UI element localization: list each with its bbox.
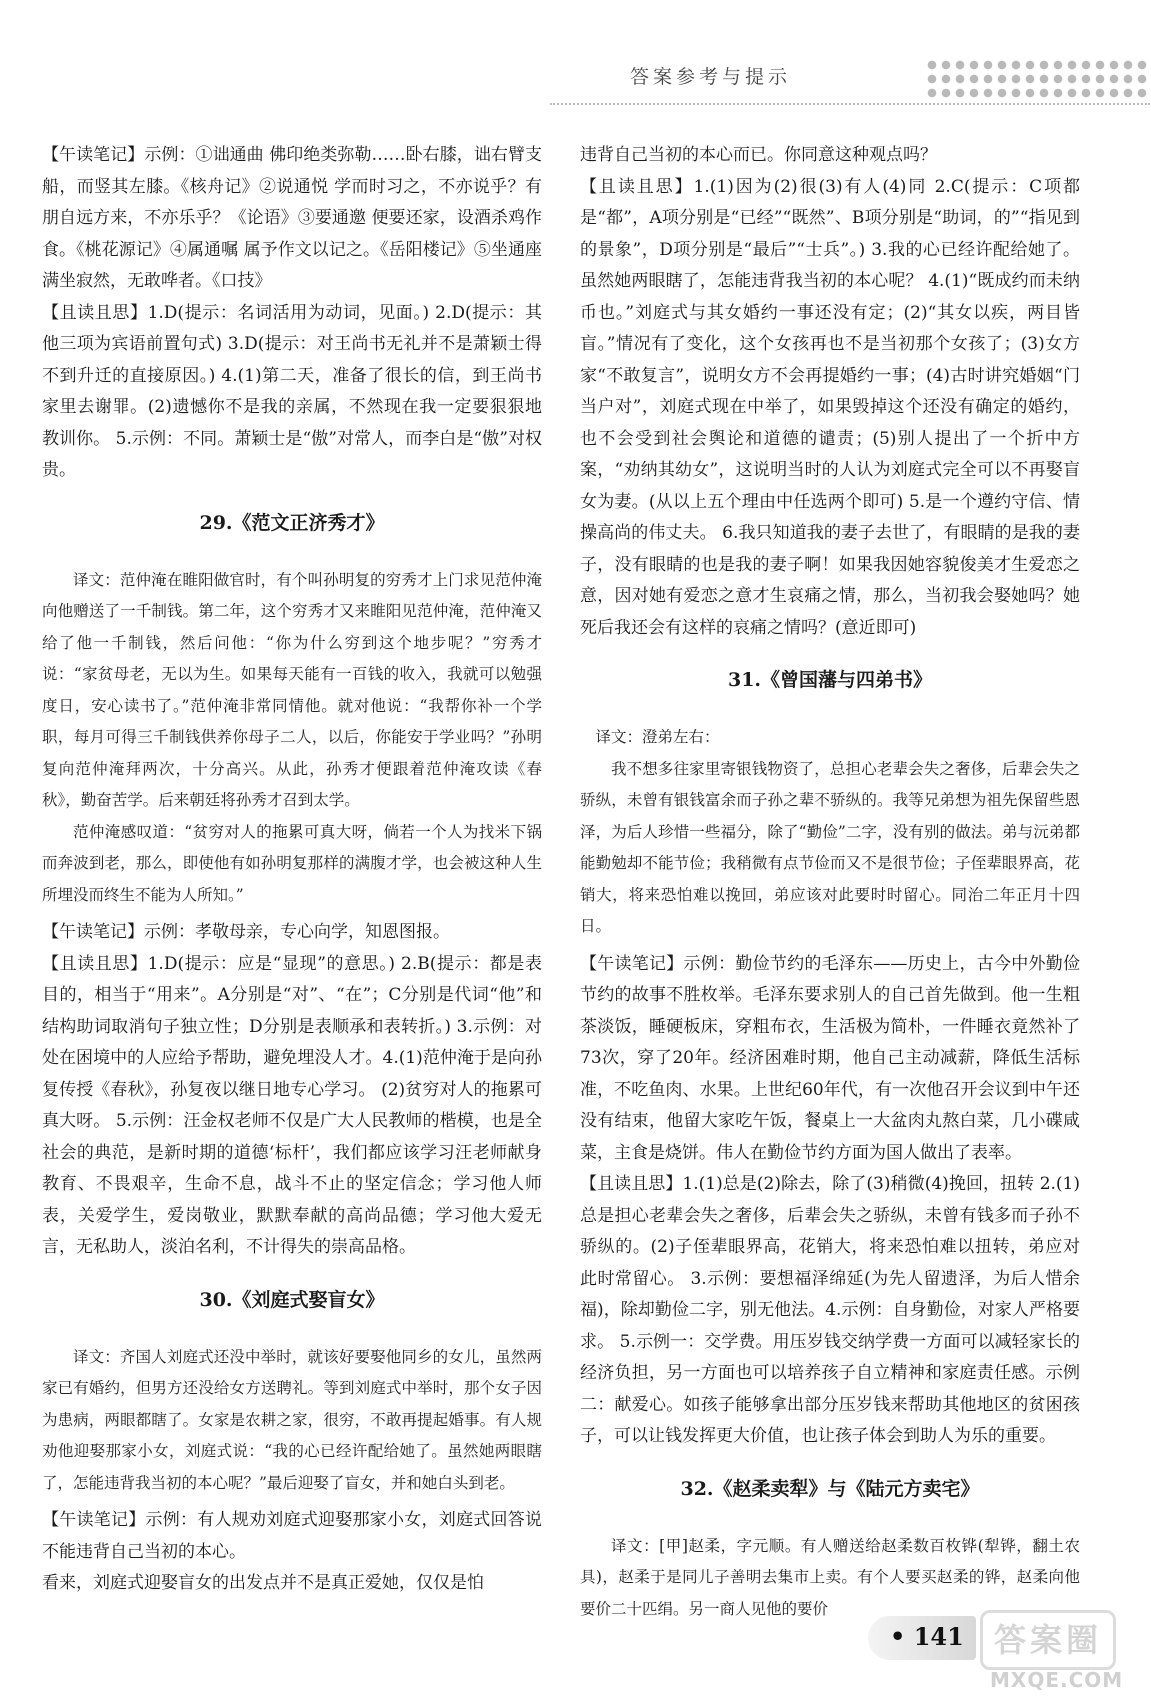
header-divider xyxy=(550,103,1150,105)
header-title: 答案参考与提示 xyxy=(630,66,792,88)
translation-32: 译文：[甲]赵柔，字元顺。有人赠送给赵柔数百枚铧(犁铧，翻土农具)，赵柔于是同儿子善明去集市上卖。有个人要买赵柔的铧，赵柔向他要价二十匹绢。另一商人见他的要价 xyxy=(580,1536,1080,1618)
translation-29-cont: 范仲淹感叹道：“贫穷对人的拖累可真大呀，倘若一个人为找米下锅而奔波到老，那么，即使他有如孙明复那样的满腹才学，也会被这种人生所埋没而终生不能为人所知。” xyxy=(42,822,542,904)
question-30-cont: 违背自己当初的本心而已。你同意这种观点吗？ xyxy=(580,145,937,165)
page-number: • 141 xyxy=(890,1622,964,1651)
page-header xyxy=(0,0,1151,110)
left-column xyxy=(42,140,542,1600)
watermark-url: MXQE.COM xyxy=(990,1668,1124,1692)
right-column xyxy=(580,140,1080,1625)
translation-29: 译文：范仲淹在睢阳做官时，有个叫孙明复的穷秀才上门求见范仲淹向他赠送了一千制钱。第二年，这个穷秀才又来睢阳见范仲淹，范仲淹又给了他一千制钱，然后问他：“你为什么穷到这个地步呢？”穷秀才说：“家贫母老，无以为生。如果每天能有一百钱的收入，我就可以勉强度日，安心读书了。”范仲淹非常同情他。就对他说：“我帮你补一个学职，每月可得三千制钱供养你母子二人，以后，你能安于学业吗？”孙明复向范仲淹拜两次，十分高兴。从此，孙秀才便跟着范仲淹攻读《春秋》，勤奋苦学。后来朝廷将孙秀才召到太学。 xyxy=(42,570,542,809)
watermark-logo: 答案圈 xyxy=(980,1610,1116,1670)
section-heading-32: 32.《赵柔卖犁》与《陆元方卖宅》 xyxy=(680,1477,980,1500)
section-heading-31: 31.《曾国藩与四弟书》 xyxy=(727,669,933,691)
translation-30: 译文：齐国人刘庭式还没中举时，就该好要娶他同乡的女儿，虽然两家已有婚约，但男方还没给女方送聘礼。等到刘庭式中举时，那个女子因为患病，两眼都瞎了。女家是农耕之家，很穷，不敢再提起婚事。有人规劝他迎娶那家小女，刘庭式说：“我的心已经许配给她了。虽然她两眼瞎了，怎能违背我当初的本心呢？”最后迎娶了盲女，并和她白头到老。 xyxy=(42,1347,542,1492)
noon-reading-notes: 【午读笔记】示例：①诎通曲 佛印绝类弥勒……卧右膝，诎右臂支船，而竖其左膝。《核舟记》②说通悦 学而时习之，不亦说乎？有朋自远方来，不亦乐乎？《论语》③要通邀 便要还家，设酒杀鸡作食。《桃花源记》④属通嘱 属予作文以记之。《岳阳楼记》⑤坐通座 满坐寂然，无敢哗者。《口技》 xyxy=(42,145,542,291)
read-and-think-30: 【且读且思】1.(1)因为(2)很(3)有人(4)同 2.C(提示：C项都是“都”，A项分别是“已经”“既然”、B项分别是“助词，的”“指见到的景象”，D项分别是“最后”“士兵”。) 3.我的心已经许配给她了。虽然她两眼瞎了，怎能违背我当初的本心呢？ 4.(1)“既成约而未纳币也。”刘庭式与其女婚约一事还没有定；(2)“其女以疾，两目皆盲。”情况有了变化，这个女孩再也不是当初那个女孩了；(3)女方家“不敢复言”，说明女方不会再提婚约一事；(4)古时讲究婚姻“门当户对”，刘庭式现在中举了，如果毁掉这个还没有确定的婚约，也不会受到社会舆论和道德的谴责；(5)别人提出了一个折中方案，“劝纳其幼女”，这说明当时的人认为刘庭式完全可以不再娶盲女为妻。(从以上五个理由中任选两个即可) 5.是一个遵约守信、情操高尚的伟丈夫。 6.我只知道我的妻子去世了，有眼睛的是我的妻子，没有眼睛的也是我的妻子啊！如果我因她容貌俊美才生爱恋之意，因对她有爱恋之意才生哀痛之情，那么，当初我会娶她吗？她死后我还会有这样的哀痛之情吗？(意近即可) xyxy=(580,176,1080,638)
section-heading-30: 30.《刘庭式娶盲女》 xyxy=(199,1288,385,1311)
translation-31: 我不想多往家里寄银钱物资了，总担心老辈会失之奢侈，后辈会失之骄纵，未曾有银钱富余而子孙之辈不骄纵的。我等兄弟想为祖先保留些恩泽，为后人珍惜一些福分，除了“勤俭”二字，没有别的做法。弟与沅弟都能勤勉却不能节俭；我稍微有点节俭而又不是很节俭；子侄辈眼界高，花销大，将来恐怕难以挽回，弟应该对此要时时留心。同治二年正月十四日。 xyxy=(580,759,1080,935)
read-and-think: 【且读且思】1.D(提示：名词活用为动词，见面。) 2.D(提示：其他三项为宾语前置句式) 3.D(提示：对王尚书无礼并不是萧颖士得不到升迁的直接原因。) 4.(1)第二天，准备了很长的信，到王尚书家里去谢罪。(2)遗憾你不是我的亲属，不然现在我一定要狠狠地教训你。 5.示例：不同。萧颖士是“傲”对常人，而李白是“傲”对权贵。 xyxy=(42,302,542,480)
read-and-think-31: 【且读且思】1.(1)总是(2)除去，除了(3)稍微(4)挽回，扭转 2.(1)总是担心老辈会失之奢侈，后辈会失之骄纵，未曾有钱多而子孙不骄纵的。(2)子侄辈眼界高，花销大，将来恐怕难以扭转，弟应对此时常留心。 3.示例：要想福泽绵延(为先人留遗泽，为后人惜余福)，除却勤俭二字，别无他法。4.示例：自身勤俭，对家人严格要求。 5.示例一：交学费。用压岁钱交纳学费一方面可以减轻家长的经济负担，另一方面也可以培养孩子自立精神和家庭责任感。示例二：献爱心。如孩子能够拿出部分压岁钱来帮助其他地区的贫困孩子，可以让钱发挥更大价值，也让孩子体会到助人为乐的重要。 xyxy=(580,1174,1080,1446)
section-heading-29: 29.《范文正济秀才》 xyxy=(199,511,385,534)
noon-reading-notes-31: 【午读笔记】示例：勤俭节约的毛泽东——历史上，古今中外勤俭节约的故事不胜枚举。毛泽东要求别人的自己首先做到。他一生粗茶淡饭，睡硬板床，穿粗布衣，生活极为简朴，一件睡衣竟然补了73次，穿了20年。经济困难时期，他自己主动减薪，降低生活标准，不吃鱼肉、水果。上世纪60年代，有一次他召开会议到中午还没有结束，他留大家吃午饭，餐桌上一大盆肉丸熬白菜，几小碟咸菜，主食是烧饼。伟人在勤俭节约方面为国人做出了表率。 xyxy=(580,953,1080,1163)
noon-reading-notes-29: 【午读笔记】示例：孝敬母亲，专心向学，知恩图报。 xyxy=(42,922,450,942)
translation-31-greeting: 译文：澄弟左右： xyxy=(595,728,720,746)
read-and-think-29: 【且读且思】1.D(提示：应是“显现”的意思。) 2.B(提示：都是表目的，相当于“用来”。A分别是“对”、“在”；C分别是代词“他”和结构助词取消句子独立性；D分别是表顺承和表转折。) 3.示例：对处在困境中的人应给予帮助，避免埋没人才。4.(1)范仲淹于是向孙复传授《春秋》，孙复夜以继日地专心学习。 (2)贫穷对人的拖累可真大呀。 5.示例：汪金权老师不仅是广大人民教师的楷模，也是全社会的典范，是新时期的道德‘标杆’，我们都应该学习汪老师献身教育、不畏艰辛，生命不息，战斗不止的坚定信念；学习他人师表，关爱学生，爱岗敬业，默默奉献的高尚品德；学习他大爱无言，无私助人，淡泊名利，不计得失的崇高品格。 xyxy=(42,953,542,1257)
question-30: 看来，刘庭式迎娶盲女的出发点并不是真正爱她，仅仅是怕 xyxy=(42,1573,484,1593)
noon-reading-notes-30: 【午读笔记】示例：有人规劝刘庭式迎娶那家小女，刘庭式回答说不能违背自己当初的本心。 xyxy=(42,1510,542,1562)
header-dot-pattern xyxy=(925,58,1151,102)
